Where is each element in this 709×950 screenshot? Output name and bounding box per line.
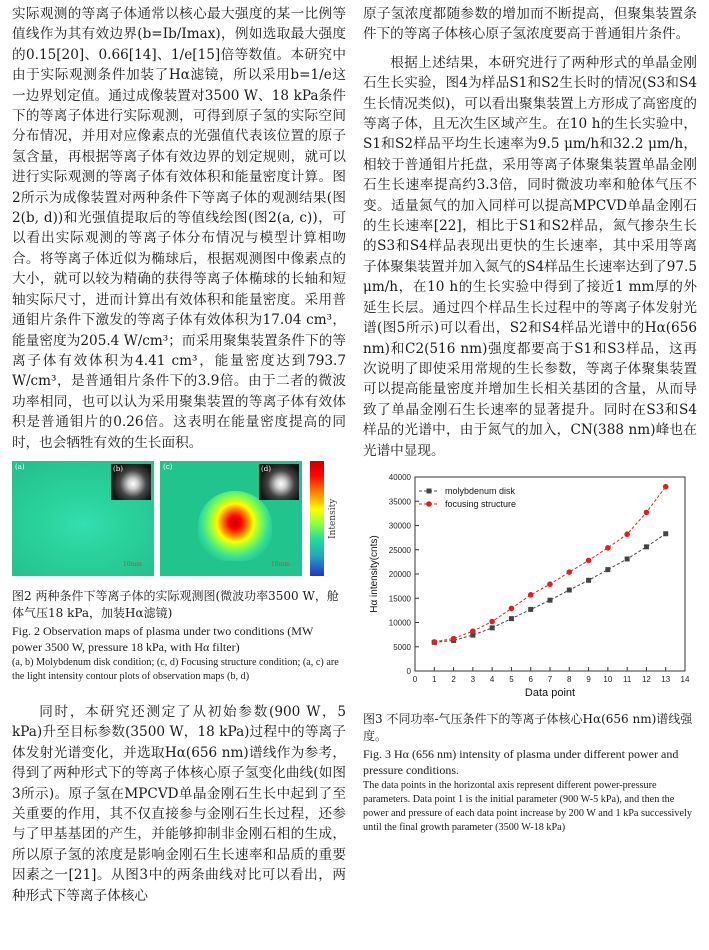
body-paragraph: 同时，本研究还测定了从初始参数(900 W，5 kPa)升至目标参数(3500 W，18 kPa)过程中的等离子体发射光谱变化，并选取Hα(656 nm)谱线作为参考，得到了两种形式下的等离子体核心原子氢变化曲线(如图3所示)。原子氢在MPCVD单晶金刚石生长中起到了至关重要的作用，其不仅直接参与金刚石生长过程，还参与了甲基基团的产生，并能够抑制非金刚石相的生成，所以原子氢的浓度是影响金刚石生长速率和品质的重要因素之一[21]。从图3中的两条曲线对比可以看出，两种形式下等离子体核心 [12,703,346,904]
x-tick-label: 12 [641,674,651,684]
data-point [470,628,476,634]
y-tick-label: 25000 [388,545,411,555]
x-tick-label: 4 [489,674,495,684]
data-point [586,558,592,564]
left-column [12,4,346,906]
data-point [451,636,457,642]
scale-bar-c: 10mm [270,560,290,568]
series-line-2 [434,487,665,642]
x-tick-label: 6 [528,674,533,684]
data-point [605,545,611,551]
panel-label-d: (d) [261,464,271,473]
figure-2 [12,461,346,576]
figure-2-panel-b [111,464,151,500]
data-point [624,531,630,537]
figure-3-caption-note: The data points in the horizontal axis represent different power-pressure parameters. Data point 1 is the initial parameter (900 W-5 kPa), and then the power and pressure of each data point increase by 200 W and 1 kPa successively until the final growth parameter (3500 W-18 kPa) [363,779,692,833]
data-point [644,544,649,549]
figure-3-chart [363,469,697,705]
figure-2-caption-en: Fig. 2 Observation maps of plasma under two conditions (MW power 3500 W, pressure 18 kPa, with Hα filter) [12,623,314,654]
panel-label-a: (a) [15,462,25,471]
figure-2-panel-a [12,461,154,576]
body-paragraph: 原子氢浓度都随参数的增加而不断提高，但聚集装置条件下的等离子体核心原子氢浓度要高于普通钼片条件。 [363,6,697,43]
colorbar [310,461,324,576]
data-point [528,607,533,612]
x-axis-label: Data point [524,686,576,699]
x-tick-label: 14 [680,674,690,684]
data-point [509,616,514,621]
y-tick-label: 40000 [388,472,411,482]
y-tick-label: 10000 [388,618,411,628]
x-tick-label: 5 [509,674,514,684]
figure-2-panel-d [259,464,299,500]
panel-label-c: (c) [163,462,173,471]
x-tick-label: 7 [547,674,553,684]
data-point [528,592,534,598]
data-point [431,639,437,645]
y-axis-label: Hα intensity(cnts) [369,535,380,613]
figure-3-svg [363,469,697,705]
data-point [509,606,515,612]
x-tick-label: 2 [451,674,456,684]
data-point [586,578,591,583]
y-tick-label: 0 [406,666,411,676]
y-tick-label: 5000 [393,642,411,652]
x-tick-label: 8 [567,674,572,684]
y-tick-label: 15000 [388,594,411,604]
x-tick-label: 3 [470,674,476,684]
y-tick-label: 20000 [388,569,411,579]
right-column [363,4,697,835]
figure-2-caption-cn: 图2 两种条件下等离子体的实际观测图(微波功率3500 W，舱体气压18 kPa，加装Hα滤镜) [12,588,339,620]
legend-label: focusing structure [445,498,517,509]
data-point [663,531,668,536]
body-paragraph: 实际观测的等离子体通常以核心最大强度的某一比例等值线作为其有效边界(b=Ib/Imax)，例如选取最大强度的0.15[20]、0.66[14]、1/e[15]倍等数值。本研究中由于实际观测条件加装了Hα滤镜，所以采用b=1/e这一边界划定值。通过成像装置对3500 W、18 kPa条件下的等离子体进行实际观测，可得到原子氢的实际空间分布情况，并用对应像素点的光强值代表该位置的原子氢含量，再根据等离子体有效边界的划定规则，就可以进行实际观测的等离子体有效体积和能量密度计算。图2所示为成像装置对两种条件下等离子体的观测结果(图2(b, d))和光强值提取后的等值线绘图(图2(a, c))，可以看出实际观测的等离子体分布情况与模型计算相吻合。将等离子体近似为椭球后，根据观测图中像素点的大小，就可以较为精确的获得等离子体椭球的长轴和短轴实际尺寸，进而计算出有效体积和能量密度。采用普通钼片条件下激发的等离子体有效体积为17.04 cm³，能量密度为205.4 W/cm³；而采用聚集装置条件下的等离子体有效体积为4.41 cm³，能量密度达到793.7 W/cm³，是普通钼片条件下的3.9倍。由于二者的微波功率相同，也可以认为采用聚集装置的等离子体有效体积是普通钼片的0.26倍。这表明在能量密度提高的同时，也会牺牲有效的生长面积。 [12,6,346,451]
body-paragraph: 根据上述结果，本研究进行了两种形式的单晶金刚石生长实验，图4为样品S1和S2生长时的情况(S3和S4生长情况类似)，可以看出聚集装置上方形成了高密度的等离子体，且无次生区域产生。在10 h的生长实验中，S1和S2样品平均生长速率为9.5 μm/h和32.2 μm/h，相较于普通钼片托盘，采用等离子体聚集装置单晶金刚石生长速率提高约3.3倍，同时微波功率和舱体气压不变。适量氮气的加入同样可以提高MPCVD单晶金刚石的生长速率[22]，相比于S1和S2样品，氮气掺杂生长的S3和S4样品表现出更快的生长速率，其中采用等离子体聚集装置并加入氮气的S4样品生长速率达到了97.5 μm/h，在10 h的生长实验中得到了接近1 mm厚的外延生长层。通过四个样品生长过程中的等离子体发射光谱(图5所示)可以看出，S2和S4样品光谱中的Hα(656 nm)和C2(516 nm)强度都要高于S1和S3样品，这再次说明了即使采用常规的生长参数，等离子体聚集装置可以提高能量密度并增加生长相关基团的含量，从而导致了单晶金刚石生长速率的显著提升。同时在S3和S4样品的光谱中，由于氮气的加入，CN(388 nm)峰也在光谱中显现。 [363,54,697,459]
data-point [605,567,610,572]
data-point [567,587,572,592]
data-point [547,581,553,587]
x-tick-label: 1 [432,674,437,684]
legend-label: molybdenum disk [445,485,516,496]
x-tick-label: 9 [586,674,591,684]
x-tick-label: 10 [603,674,613,684]
figure-3-caption-en: Fig. 3 Hα (656 nm) intensity of plasma under different power and pressure conditions. [363,746,679,777]
series-line-1 [434,534,665,643]
data-point [644,510,650,516]
figure-2-caption-note: (a, b) Molybdenum disk condition; (c, d) Focusing structure condition; (a, c) are the light intensity contour plots of observation maps (b, d) [12,656,339,682]
x-tick-label: 13 [661,674,671,684]
legend-marker [427,488,432,493]
y-tick-label: 30000 [388,521,411,531]
colorbar-label: Intensity [328,498,338,539]
x-tick-label: 11 [622,674,632,684]
panel-label-b: (b) [113,464,123,473]
y-tick-label: 35000 [388,497,411,507]
x-tick-label: 0 [412,674,418,684]
figure-2-panel-c [160,461,302,576]
legend-marker [426,501,432,507]
data-point [490,625,495,630]
data-point [566,569,572,575]
data-point [548,598,553,603]
data-point [625,556,630,561]
figure-3-caption-cn: 图3 不同功率-气压条件下的等离子体核心Hα(656 nm)谱线强度。 [363,711,693,743]
plasma-contour [198,491,272,561]
scale-bar-a: 10mm [122,560,142,568]
data-point [663,484,669,490]
data-point [489,619,495,625]
